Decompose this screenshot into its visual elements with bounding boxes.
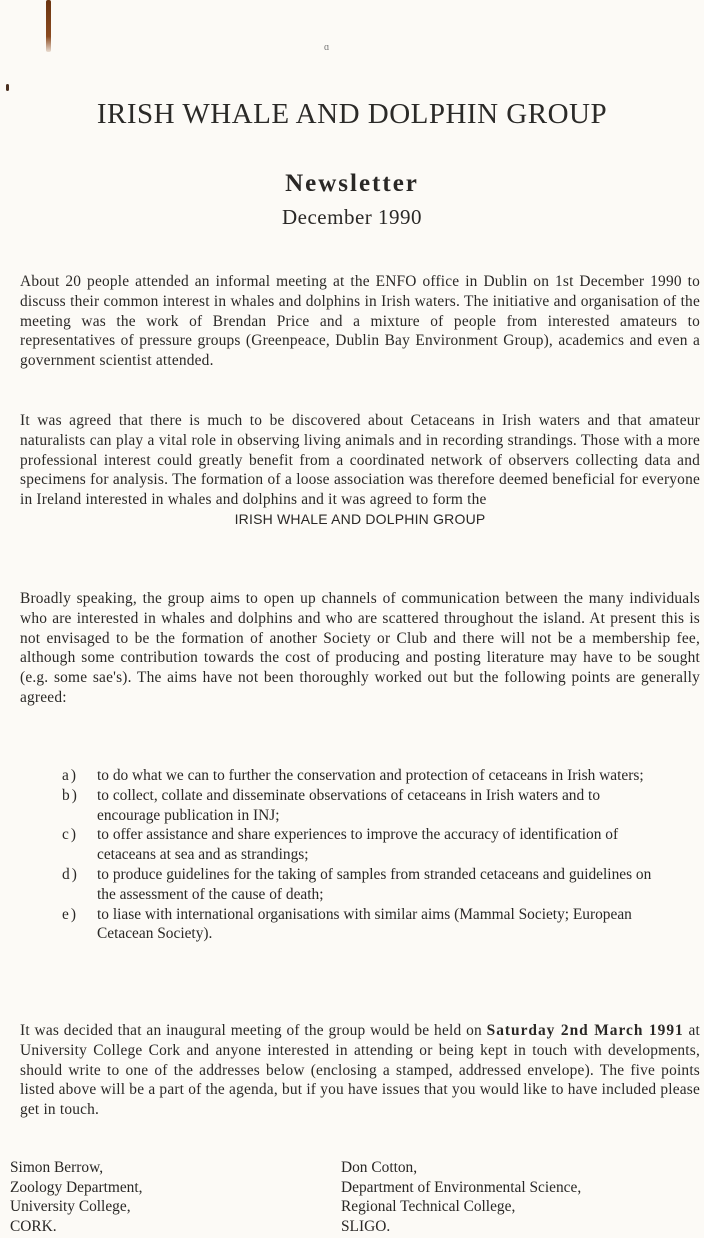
rust-stain: [46, 0, 51, 52]
meeting-text-before: It was decided that an inaugural meeting of the group would be held on: [20, 1022, 482, 1039]
contact-department: Zoology Department,: [10, 1178, 143, 1196]
aim-item: [62, 905, 662, 945]
aim-item: [62, 766, 662, 786]
aims-list: [62, 766, 662, 944]
group-name-line: IRISH WHALE AND DOLPHIN GROUP: [234, 510, 486, 527]
paragraph-inaugural-meeting: [20, 1021, 700, 1120]
contact-address-sligo: [341, 1158, 581, 1236]
aim-letter: b): [62, 786, 79, 804]
aim-text: to produce guidelines for the taking of samples from stranded cetaceans and guidelines on the assessment of the cause of death;: [97, 865, 652, 903]
aim-text: to offer assistance and share experiences to improve the accuracy of identification of cetaceans at sea and as strandings;: [97, 826, 619, 864]
paragraph-agreement-text: It was agreed that there is much to be discovered about Cetaceans in Irish waters and that amateur naturalists can play a vital role in observing living animals and in recording strandings. Those with a more professional interest could greatly benefit from a coordinated network of observers collecting data and specimens for analysis. The formation of a loose association was therefore deemed beneficial for everyone in Ireland interested in whales and dolphins and it was agreed to form the: [20, 412, 700, 509]
ink-spot: [6, 84, 9, 91]
paragraph-aims: Broadly speaking, the group aims to open up channels of communication between the many individuals who are interested in whales and dolphins and who are scattered throughout the island. At present this is not envisaged to be the formation of another Society or Club and there will not be a membership fee, although some contribution towards the cost of producing and posting literature may have to be sought (e.g. some sae's). The aims have not been thoroughly worked out but the following points are generally agreed:: [20, 590, 700, 706]
contact-address-cork: [10, 1158, 143, 1236]
paragraph-agreement: [20, 411, 700, 530]
aim-letter: d): [62, 865, 79, 883]
contact-city: SLIGO.: [341, 1217, 391, 1235]
aim-letter: c): [62, 826, 78, 844]
aim-item: [62, 786, 662, 826]
paper-mark: ɑ: [324, 42, 330, 53]
aim-text: to do what we can to further the conservation and protection of cetaceans in Irish waters;: [97, 767, 644, 784]
paragraph-meeting: About 20 people attended an informal meeting at the ENFO office in Dublin on 1st December 1990 to discuss their common interest in whales and dolphins in Irish waters. The initiative and organisation of the meeting was the work of Brendan Price and a mixture of people from interested amateurs to representatives of pressure groups (Greenpeace, Dublin Bay Environment Group), academics and even a government scientist attended.: [20, 273, 700, 370]
contact-name: Don Cotton,: [341, 1159, 418, 1176]
aim-letter: e): [62, 905, 78, 923]
newsletter-heading: Newsletter: [285, 170, 419, 197]
contact-name: Simon Berrow,: [10, 1159, 104, 1176]
contact-institution: Regional Technical College,: [341, 1198, 516, 1215]
contact-city: CORK.: [10, 1217, 57, 1235]
meeting-date: Saturday 2nd March 1991: [486, 1022, 684, 1039]
contact-department: Department of Environmental Science,: [341, 1178, 582, 1196]
meeting-text-after: at University College Cork and anyone interested in attending or being kept in touch with developments, should write to one of the addresses below (enclosing a stamped, addressed envelope). The five points listed above will be a part of the agenda, but if you have issues that you would like to have included please get in touch.: [20, 1022, 700, 1119]
aim-item: [62, 825, 662, 865]
aim-item: [62, 865, 662, 905]
aim-text: to liase with international organisations with similar aims (Mammal Society; European Cetacean Society).: [97, 905, 632, 943]
contact-institution: University College,: [10, 1198, 131, 1215]
organisation-title: IRISH WHALE AND DOLPHIN GROUP: [96, 98, 608, 130]
aim-text: to collect, collate and disseminate observations of cetaceans in Irish waters and to encourage publication in INJ;: [97, 786, 601, 824]
aim-letter: a): [62, 767, 78, 784]
issue-date: December 1990: [281, 205, 423, 229]
